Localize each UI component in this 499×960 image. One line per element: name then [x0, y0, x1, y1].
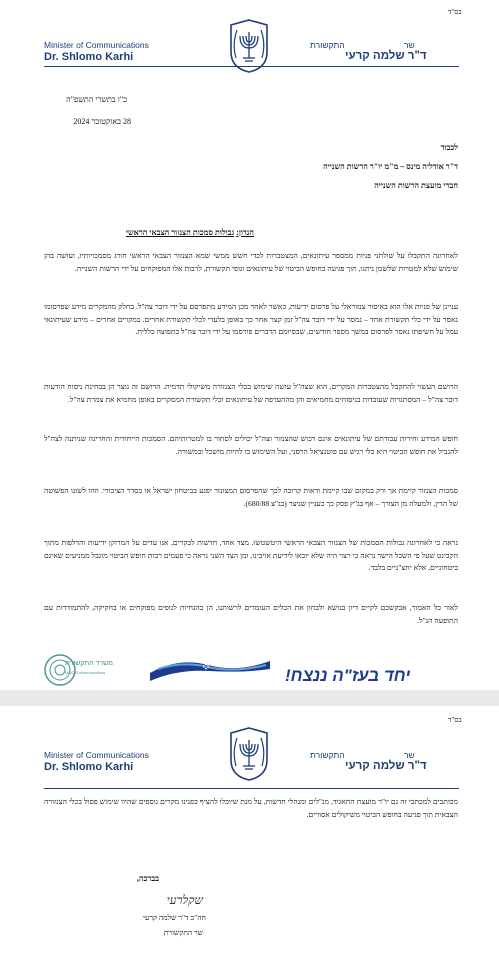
body-paragraph: לאור כל האמור, אבקשכם לקיים דיון בנושא ולבחון את הכלים העומדים לרשותנו, הן בהנחיות לגופים מפוקחים או בחקיקה, להתמודדות עם התופעה הנ"ל. [44, 603, 458, 625]
moc-logo-en: MOC Communications [65, 670, 106, 675]
header-en-name: Dr. Shlomo Karhi [44, 761, 134, 773]
recipient-2: חברי מועצת הרשות השנייה [374, 181, 458, 190]
header-divider [44, 788, 459, 789]
subject-line [126, 228, 254, 237]
body-paragraph: סמכות הצנזור קיימת אך ורק במקום שבו קיימת ודאות קרובה לכך שהפרסום המצונזר יפגע בביטחון ישראל או בסדר הציבורי. וזהו לשונו הפשוטה של הדין, ולמעלה מן הצורך – אף בג"ץ פסק כך בעניין שניצר (בג"צ 680/88). [44, 486, 458, 508]
header-en-title: Minister of Communications [44, 40, 149, 50]
header-he-ministry: התקשורת [310, 750, 345, 760]
signature: שקלרעי [166, 893, 203, 907]
header-he-name: ד"ר שלמה קרעי [345, 760, 427, 772]
recipient-1: ד"ר אודליה מינס – מ"מ יו"ר הרשות השנייה [323, 162, 458, 171]
letter-page-2 [0, 706, 499, 960]
state-emblem-icon [226, 726, 272, 782]
closing: בברכה, [136, 874, 159, 883]
header-he-name: ד"ר שלמה קרעי [345, 50, 427, 62]
header-en-name: Dr. Shlomo Karhi [44, 51, 134, 63]
bsd-mark: בס"ד [448, 8, 462, 16]
subject-text: גבולות סמכות הצנזור הצבאי הראשי [125, 228, 235, 237]
body-paragraph: מכותבים למכתבי זה גם יו"ר מועצת התאגיד, מנ"לים ומנהלי חדשות, על מנת שיוכלו להציף בפנינו מקרים נוספים שהיוו שימוש פסול בכלי הצנזורה הצבאית תוך פגיעה בחופש הביטוי משיקולים אסורים. [44, 797, 458, 819]
signer-title: שר התקשורת [163, 928, 203, 937]
body-paragraph: חופש המידע וחירות עבודתם של עיתונאים אינם רכוש שהצנזור וצה"ל יכולים לסחור בו למטרותיהם. הסמכות הייחודית והחריגה שניתנה לצה"ל להגביל את חופש הביטוי היא כלי רגיש עם פוטנציאל הרסני, ועל השימוש בו להיות מושכל ובמשורה. [44, 434, 458, 456]
page-separator [0, 690, 499, 706]
slogan: יחד בעז"ה ננצח! [285, 666, 411, 685]
flag-wave-icon [148, 655, 273, 683]
subject-label: הנדון: [236, 228, 254, 237]
bsd-mark: בס"ד [448, 716, 462, 724]
header-en-title: Minister of Communications [44, 750, 149, 760]
body-paragraph: נראה כי לאחרונה גבולות הסמכות של הצנזור הצבאי הראשי היטשטשו. מצד אחד, חדשות לבקרים, אנו עדים על המרוקן ידיעות והדלפות מתוך הקבינט שעל פי השכל הישר נראה כי רצוי היה שלא יובאו לידיעת אויבינו, ומן הצד השני נראה כי פעמים רבות חופש הביטוי מוגבל ממניעים שאינם ביטחוניים, אלא יחצ"ניים בלבד. [44, 538, 458, 573]
header-he-ministry: התקשורת [310, 40, 345, 50]
header-he-minister-word: שר [404, 750, 415, 760]
body-paragraph: הרושם העשוי להתקבל מהצטברות המקרים, הוא שצה"ל עושה שימוש בכלי הצנזורה משיקולי תדמית. הרושם זה נוצר הן בבחינת ניסוח הודעות דובר צה"ל – המסתגרות שעובדות בניסוחים מחמיאים והן מההעדפה של עיתונאים וכלי תקשורת המסקרים באופן מחמיא את צמרת צה"ל. [44, 382, 458, 404]
moc-logo-he: משרד התקשורת [65, 660, 113, 667]
signer-name: חה"כ ד"ר שלמה קרעי [143, 913, 206, 922]
to-label: לכבוד [440, 143, 458, 152]
header-divider [44, 66, 459, 67]
body-paragraph: לאחרונה התקבלו על שולחני פניות ממספר עיתונאים, המצטברות לכדי חשש ממשי שמא הצנזור הצבאי הראשי חורג מסמכויותיו, ועושה בהן שימוש שלא למטרות שלשמן ניתנו, תוך פגיעה בחופש הביטוי של עיתונאים וגופי תקשורת, לרבות אלו המפוקחים על ידי הרשות השנייה. [44, 251, 458, 273]
body-paragraph: עניינן של פניות אלו הוא באיסור צנזוראלי על פרסום ידיעות, כאשר לאחר מכן המידע מתפרסם על ידי דובר צה"ל. בחלק מהמקרים מידע שפרסומו נאסר על ידי כלי תקשורת אחד – נמסר על ידי דובר צה"ל זמן קצר אחר כך באופן בלעדי לכלי תקשורת אחרים. במקרים אחרים – מידע שעיתונאי עמל על חשיפתו נאסר לפרסום במשך מספר חודשים, שבסיומם הדברים פורסמו על ידי דובר צה"ל בתפוצה כללית. [44, 302, 458, 337]
date-hebrew: כ"ו בתשרי התשפ"ה [66, 95, 127, 104]
date-gregorian: 28 באוקטובר 2024 [73, 117, 131, 126]
header-he-minister-word: שר [404, 40, 415, 50]
